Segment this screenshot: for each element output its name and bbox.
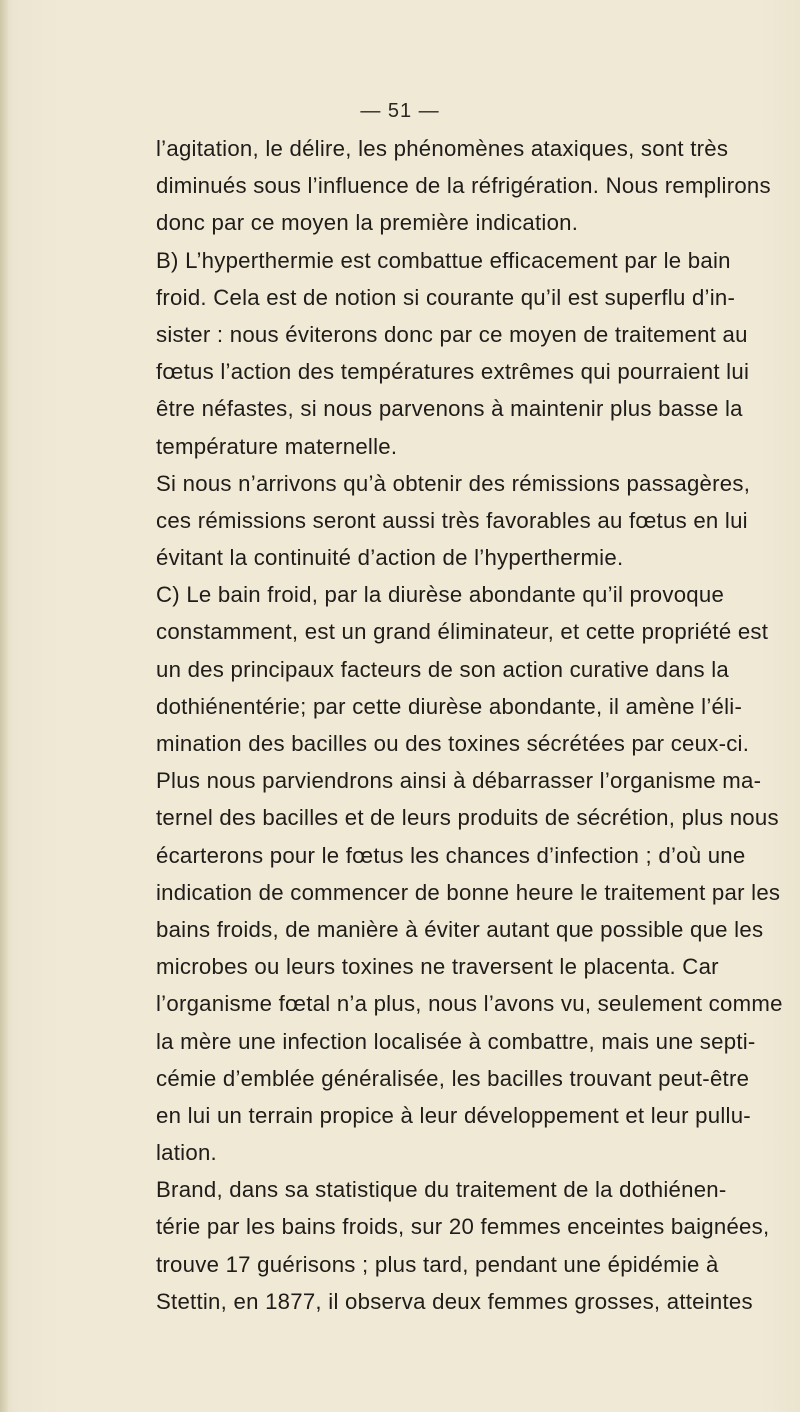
page-binding-edge <box>0 0 8 1412</box>
text-line: ces rémissions seront aussi très favorables au fœtus en lui <box>156 507 748 533</box>
text-line: être néfastes, si nous parvenons à maintenir plus basse la <box>156 396 743 422</box>
text-line: diminués sous l’influence de la réfrigération. Nous remplirons <box>156 173 771 199</box>
text-line: indication de commencer de bonne heure le traitement par les <box>156 879 781 905</box>
text-line: l’agitation, le délire, les phénomènes ataxiques, sont très <box>156 136 729 161</box>
text-line: écarterons pour le fœtus les chances d’infection ; d’où une <box>156 842 746 868</box>
page-number: — 51 — <box>360 100 440 122</box>
text-line: en lui un terrain propice à leur développement et leur pullu- <box>156 1102 751 1128</box>
text-line: cémie d’emblée généralisée, les bacilles trouvant peut-être <box>156 1065 750 1091</box>
text-line: un des principaux facteurs de son action curative dans la <box>156 656 729 682</box>
text-line: dothiénentérie; par cette diurèse abondante, il amène l’éli- <box>156 693 743 719</box>
text-line: C) Le bain froid, par la diurèse abondante qu’il provoque <box>156 582 725 608</box>
text-line: trouve 17 guérisons ; plus tard, pendant une épidémie à <box>156 1251 719 1277</box>
text-line: sister : nous éviterons donc par ce moyen de traitement au <box>156 321 748 347</box>
text-line: constamment, est un grand éliminateur, et cette propriété est <box>156 619 769 645</box>
text-line: Si nous n’arrivons qu’à obtenir des rémissions passagères, <box>156 470 751 496</box>
text-line: fœtus l’action des températures extrêmes qui pourraient lui <box>156 359 750 385</box>
text-line: mination des bacilles ou des toxines sécrétées par ceux-ci. <box>156 731 750 756</box>
text-line: Brand, dans sa statistique du traitement de la dothiénen- <box>156 1177 727 1203</box>
text-line: la mère une infection localisée à combattre, mais une septi- <box>156 1028 756 1054</box>
text-line: donc par ce moyen la première indication. <box>156 210 579 236</box>
text-line: bains froids, de manière à éviter autant que possible que les <box>156 916 764 942</box>
text-line: térie par les bains froids, sur 20 femmes enceintes baignées, <box>156 1214 770 1240</box>
body-text <box>156 130 783 1320</box>
text-line: lation. <box>156 1140 217 1166</box>
text-line: B) L’hyperthermie est combattue efficacement par le bain <box>156 247 731 273</box>
text-line: température maternelle. <box>156 433 398 459</box>
text-line: Plus nous parviendrons ainsi à débarrasser l’organisme ma- <box>156 768 762 794</box>
text-line: évitant la continuité d’action de l’hyperthermie. <box>156 545 624 571</box>
text-line: l’organisme fœtal n’a plus, nous l’avons vu, seulement comme <box>156 991 783 1017</box>
text-line: microbes ou leurs toxines ne traversent le placenta. Car <box>156 954 719 980</box>
text-line: Stettin, en 1877, il observa deux femmes grosses, atteintes <box>156 1288 753 1314</box>
text-line: ternel des bacilles et de leurs produits de sécrétion, plus nous <box>156 805 779 831</box>
text-line: froid. Cela est de notion si courante qu’il est superflu d’in- <box>156 284 736 310</box>
